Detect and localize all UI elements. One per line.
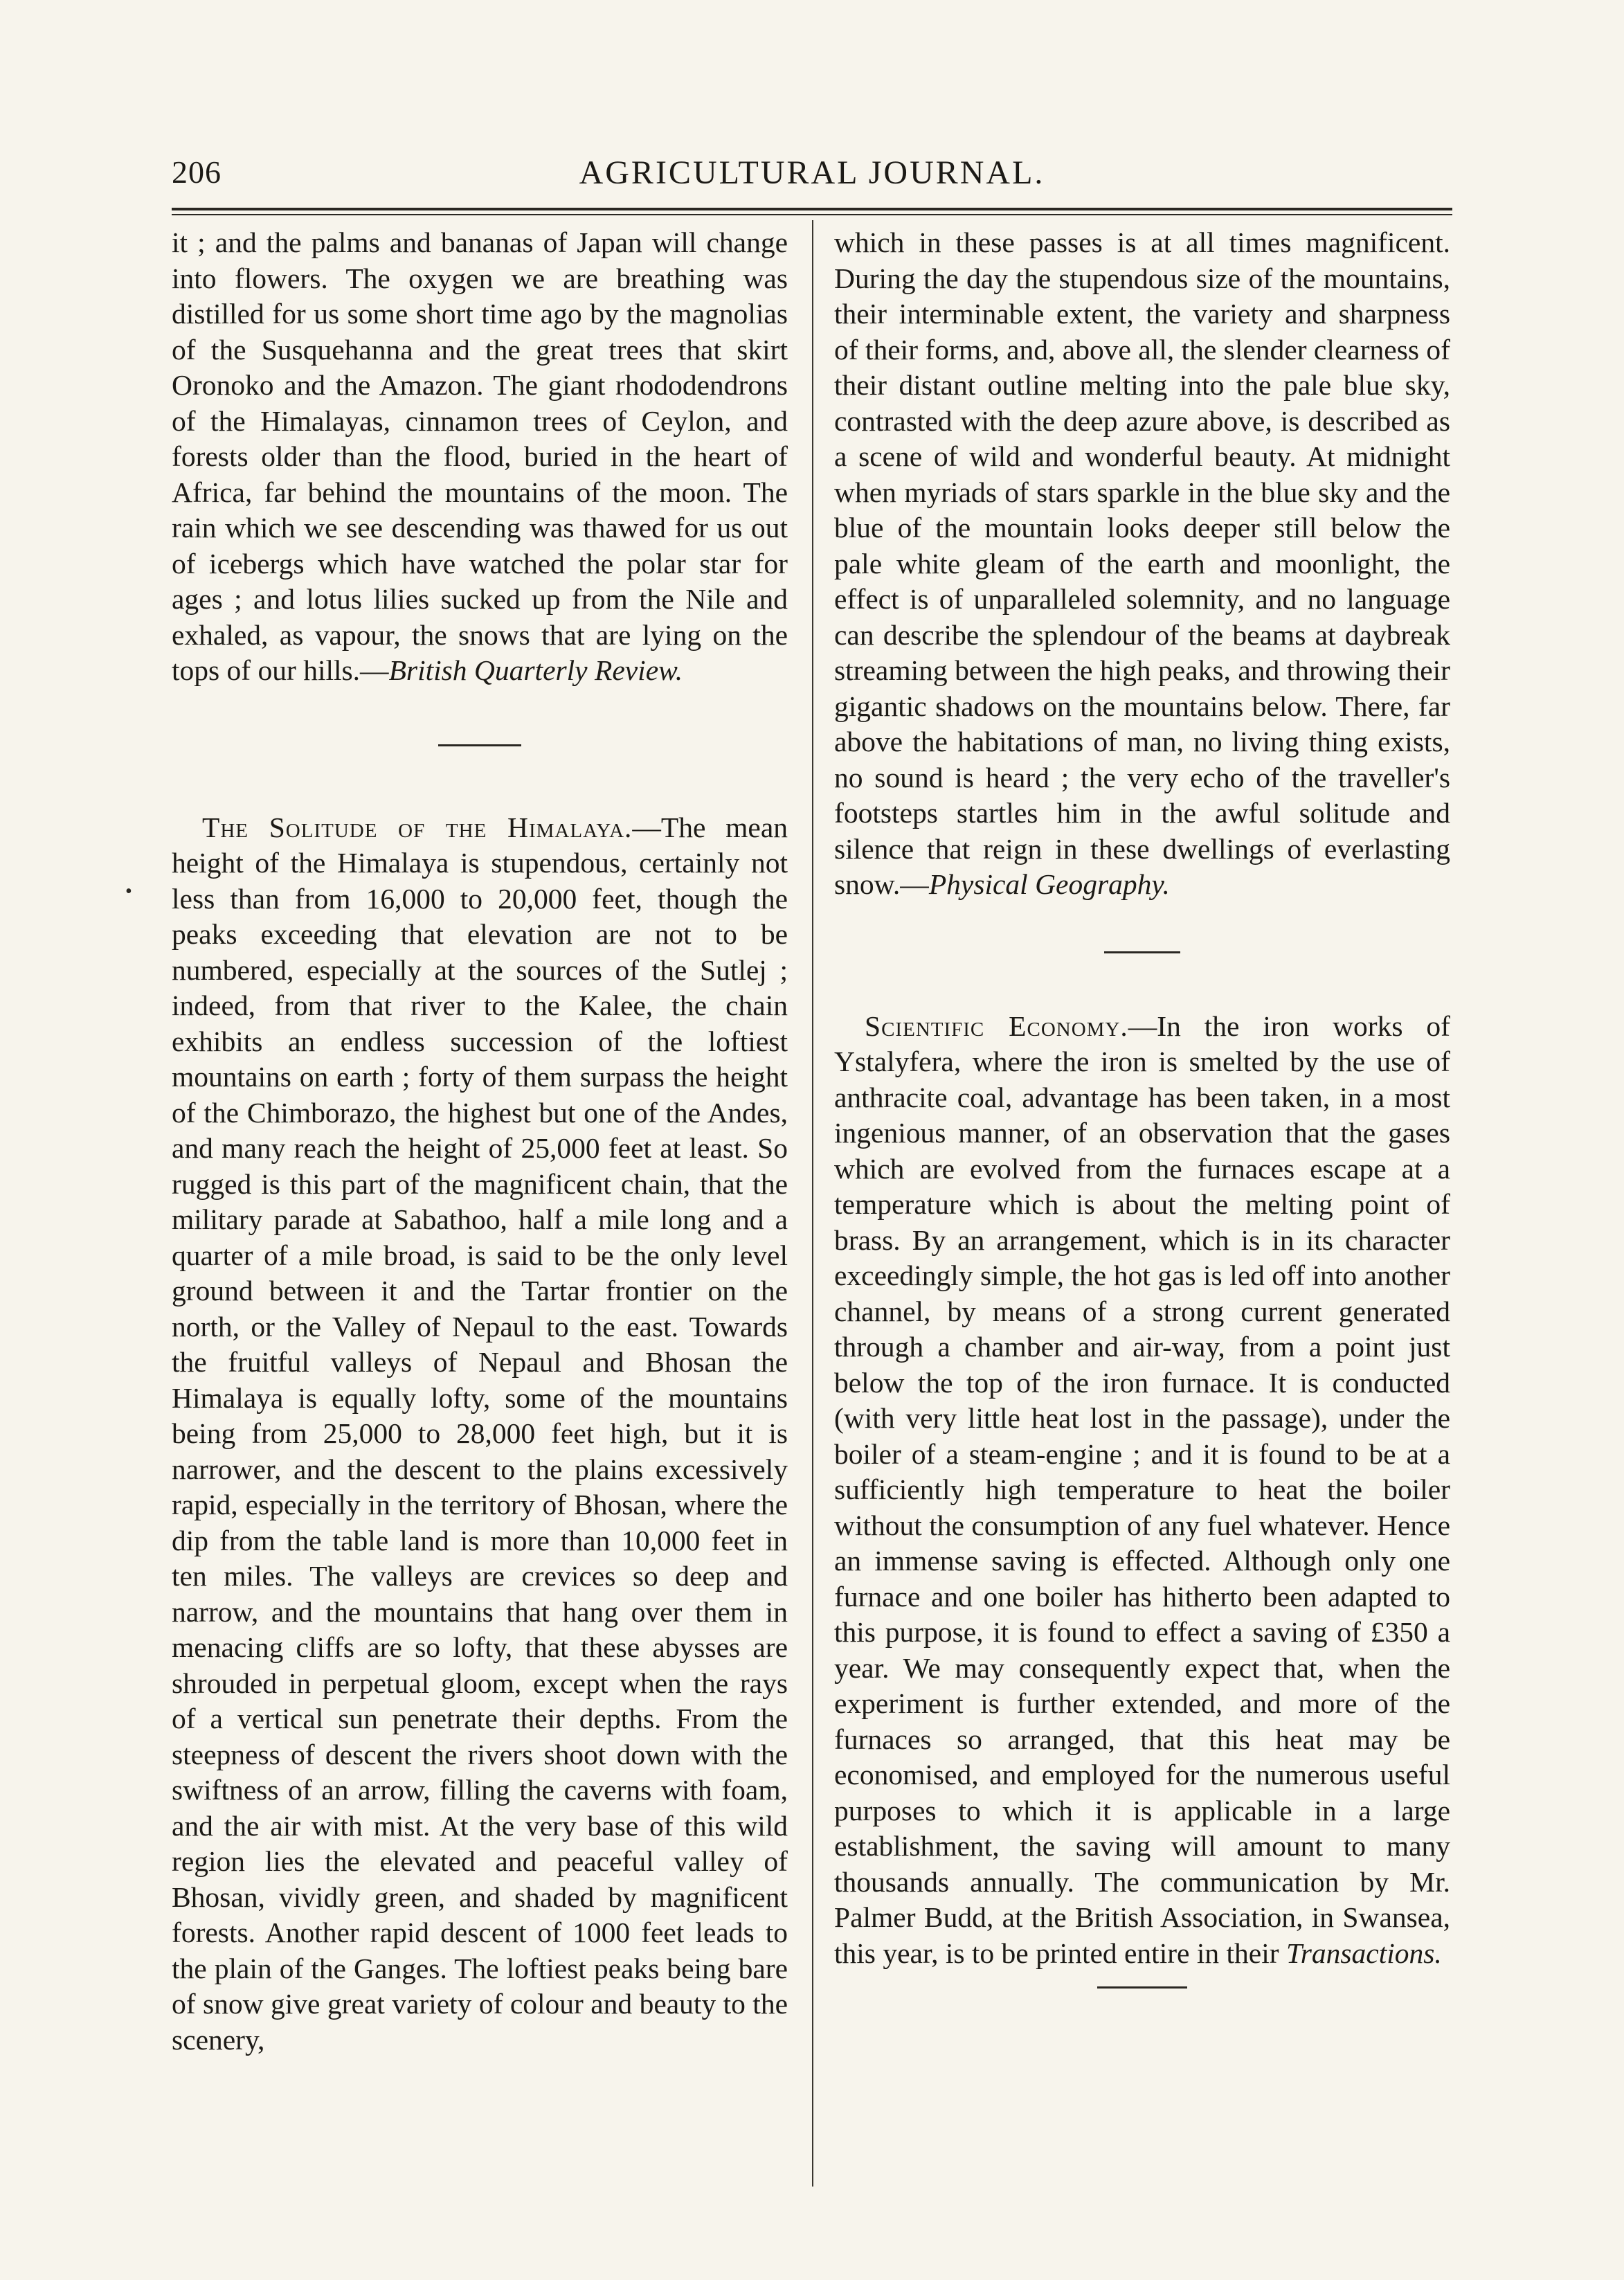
article-separator xyxy=(438,744,521,746)
page-header xyxy=(172,154,1452,202)
article-title: The Solitude of the Himalaya. xyxy=(202,811,633,843)
margin-mark: • xyxy=(125,881,132,902)
end-separator xyxy=(1097,1986,1187,1989)
continued-paragraph xyxy=(172,225,788,689)
paragraph-text: which in these passes is at all times magnificent. During the day the stupendous size of the mountains, their interminable extent, the variety and sharpness of their forms, and, above all, the slender clearness of their distant outline melting into the pale blue sky, contrasted with the deep azure above, is described as a scene of wild and wonderful beauty. At midnight when myriads of stars sparkle in the blue sky and the blue of the mountain looks deeper still below the pale white gleam of the earth and moonlight, the effect is of unparalleled solemnity, and no language can describe the splendour of the beams at daybreak streaming between the high peaks, and throwing their gigantic shadows on the mountains below. There, far above the habitations of man, no living thing exists, no sound is heard ; the very echo of the traveller's footsteps startles him in the awful solitude and silence that reign in these dwellings of everlasting snow.— xyxy=(834,226,1450,900)
paragraph-text: it ; and the palms and bananas of Japan will change into flowers. The oxygen we are breathing was distilled for us some short time ago by the magnolias of the Susquehanna and the great trees that skirt Oronoko and the Amazon. The giant rhododendrons of the Himalayas, cinnamon trees of Ceylon, and forests older than the flood, buried in the heart of Africa, far behind the mountains of the moon. The rain which we see descending was thawed for us out of icebergs which have watched the polar star for ages ; and lotus lilies sucked up from the Nile and exhaled, as vapour, the snows that are lying on the tops of our hills.— xyxy=(172,226,788,686)
article-title: Scientific Economy. xyxy=(865,1009,1128,1042)
source-citation: British Quarterly Review. xyxy=(388,654,683,686)
left-column xyxy=(172,225,788,2058)
article-paragraph xyxy=(834,1009,1450,1972)
page-number: 206 xyxy=(172,154,222,190)
paragraph-text: —The mean height of the Himalaya is stupendous, certainly not less than from 16,000 to 20,000 feet, though the peaks exceeding that elevation are not to be numbered, especially at the sources of the Sutlej ; indeed, from that river to the Kalee, the chain exhibits an endless succession of the loftiest mountains on earth ; forty of them surpass the height of the Chimborazo, the highest but one of the Andes, and many reach the height of 25,000 feet at least. So rugged is this part of the magnificent chain, that the military parade at Sabathoo, half a mile long and a quarter of a mile broad, is said to be the only level ground between it and the Tartar frontier on the north, or the Valley of Nepaul to the east. Towards the fruitful valleys of Nepaul and Bhosan the Himalaya is equally lofty, some of the mountains being from 25,000 to 28,000 feet high, but it is narrower, and the descent to the plains excessively rapid, especially in the territory of Bhosan, where the dip from the table land is more than 10,000 feet in ten miles. The valleys are crevices so deep and narrow, and the mountains that hang over them in menacing cliffs are so lofty, that these abysses are shrouded in perpetual gloom, except when the rays of a vertical sun penetrate their depths. From the steepness of descent the rivers shoot down with the swiftness of an arrow, filling the caverns with foam, and the air with mist. At the very base of this wild region lies the elevated and peaceful valley of Bhosan, vividly green, and shaded by magnificent forests. Another rapid descent of 1000 feet leads to the plain of the Ganges. The loftiest peaks being bare of snow give great variety of colour and beauty to the scenery, xyxy=(172,811,788,2056)
header-rule-thin xyxy=(172,214,1452,215)
source-citation: Physical Geography. xyxy=(928,868,1170,900)
source-citation: Transactions. xyxy=(1285,1937,1442,1969)
article-separator xyxy=(1104,951,1180,953)
column-divider xyxy=(812,220,813,2187)
paragraph-text: —In the iron works of Ystalyfera, where the iron is smelted by the use of anthracite coal, advantage has been taken, in a most ingenious manner, of an observation that the gases which are evolved from the furnaces escape at a temperature which is about the melting point of brass. By an arrangement, which is in its character exceedingly simple, the hot gas is led off into another channel, by means of a strong current generated through a chamber and air-way, from a point just below the top of the iron furnace. It is conducted (with very little heat lost in the passage), under the boiler of a steam-engine ; and it is found to be at a sufficiently high temperature to heat the boiler without the consumption of any fuel whatever. Hence an immense saving is effected. Although only one furnace and one boiler has hitherto been adapted to this purpose, it is found to effect a saving of £350 a year. We may consequently expect that, when the experiment is further extended, and more of the furnaces so arranged, that this heat may be economised, and employed for the numerous useful purposes to which it is applicable in a large establishment, the saving will amount to many thousands annually. The communication by Mr. Palmer Budd, at the British Association, in Swansea, this year, is to be printed entire in their xyxy=(834,1009,1450,1969)
header-rule-thick xyxy=(172,208,1452,210)
continued-paragraph xyxy=(834,225,1450,903)
article-paragraph xyxy=(172,810,788,2058)
right-column xyxy=(834,225,1450,1989)
running-title: AGRICULTURAL JOURNAL. xyxy=(579,154,1045,191)
